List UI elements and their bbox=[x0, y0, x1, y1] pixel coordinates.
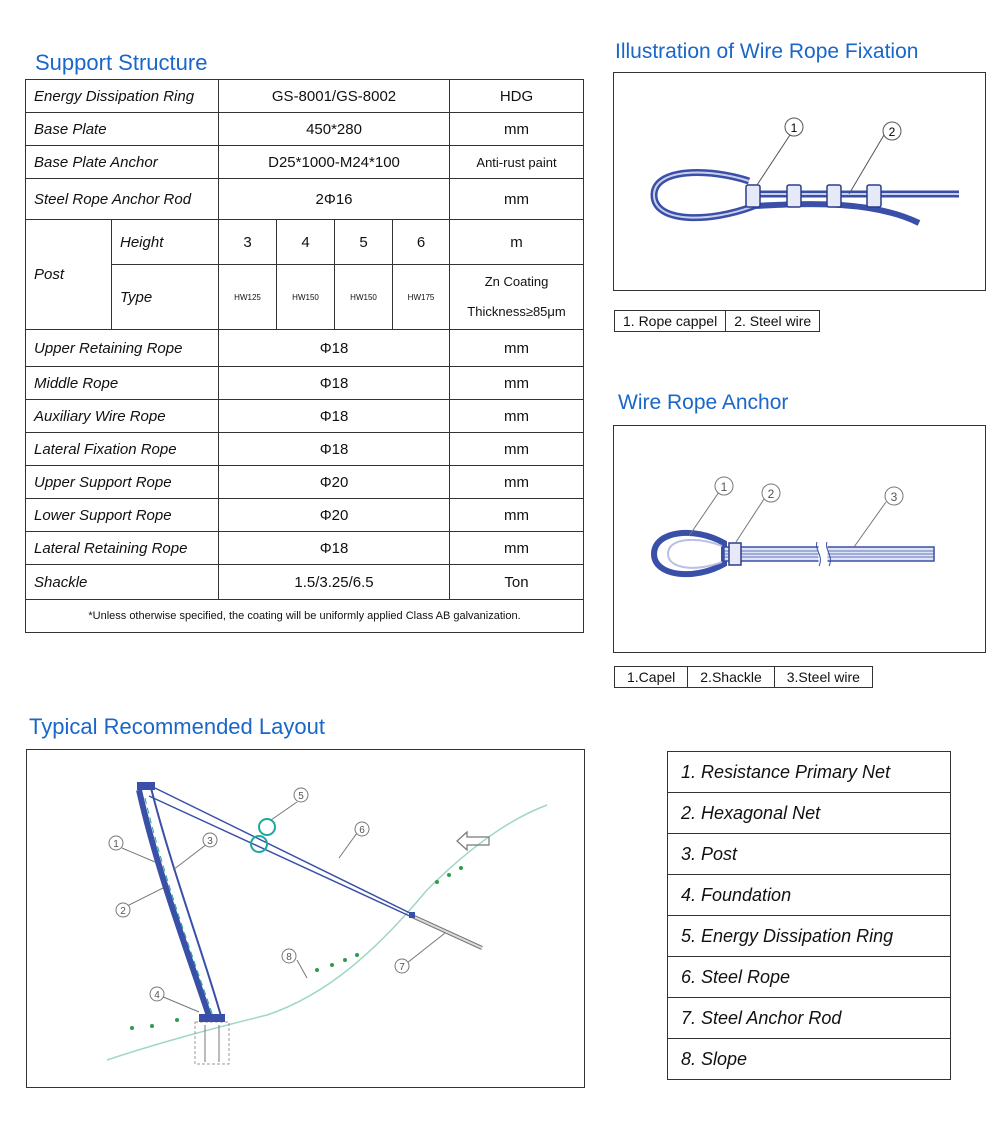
anchor-illustration bbox=[613, 425, 986, 653]
post-type: HW150 bbox=[277, 265, 335, 330]
leader-line bbox=[127, 888, 163, 906]
row-label: Base Plate Anchor bbox=[26, 146, 219, 179]
row-label: Upper Retaining Rope bbox=[26, 330, 219, 367]
clamp bbox=[867, 185, 881, 207]
post-height: 6 bbox=[393, 220, 450, 265]
leader-line bbox=[271, 802, 297, 820]
steel-rope-upper bbox=[155, 788, 414, 915]
table-row bbox=[26, 179, 584, 220]
height-unit: m bbox=[450, 220, 584, 265]
zn-coating: Zn Coating bbox=[484, 274, 549, 289]
leader-line bbox=[122, 848, 155, 862]
layout-drawing bbox=[27, 750, 584, 1087]
table-row bbox=[26, 532, 584, 565]
marker-label: 8 bbox=[286, 952, 292, 963]
slope-marker bbox=[130, 1026, 134, 1030]
post-height: 4 bbox=[277, 220, 335, 265]
marker-label: 4 bbox=[154, 990, 160, 1001]
marker-3-label: 3 bbox=[890, 490, 898, 504]
table-row bbox=[26, 220, 584, 265]
fixation-legend bbox=[614, 310, 820, 332]
leader-line bbox=[297, 960, 307, 978]
shackle bbox=[729, 543, 741, 565]
slope-line bbox=[107, 805, 547, 1060]
layout-heading: Typical Recommended Layout bbox=[29, 714, 325, 739]
row-unit: mm bbox=[450, 330, 584, 367]
leader-line bbox=[339, 833, 357, 858]
slope-marker bbox=[315, 968, 319, 972]
slope-marker bbox=[150, 1024, 154, 1028]
table-row bbox=[26, 433, 584, 466]
leader-line bbox=[854, 502, 886, 547]
row-label: Upper Support Rope bbox=[26, 466, 219, 499]
anchor-heading: Wire Rope Anchor bbox=[618, 391, 789, 414]
marker-1-label: 1 bbox=[790, 121, 798, 135]
leader-line bbox=[689, 492, 719, 536]
table-row bbox=[26, 330, 584, 367]
table-row bbox=[26, 499, 584, 532]
row-unit: Anti-rust paint bbox=[450, 146, 584, 179]
row-label: Lower Support Rope bbox=[26, 499, 219, 532]
steel-rope-lower bbox=[149, 796, 414, 918]
slope-marker bbox=[459, 866, 463, 870]
row-value: GS-8001/GS-8002 bbox=[219, 80, 450, 113]
row-label: Auxiliary Wire Rope bbox=[26, 400, 219, 433]
row-label: Shackle bbox=[26, 565, 219, 600]
slope-marker bbox=[435, 880, 439, 884]
legend-item: 4. Foundation bbox=[668, 875, 950, 916]
anchor-drawing bbox=[614, 426, 985, 652]
slope-marker bbox=[175, 1018, 179, 1022]
marker-label: 7 bbox=[399, 962, 405, 973]
marker-1-label: 1 bbox=[720, 480, 728, 494]
post-height: 5 bbox=[335, 220, 393, 265]
leader-line bbox=[161, 996, 199, 1012]
anchor-rod-highlight bbox=[412, 916, 482, 948]
legend-item: 3. Post bbox=[668, 834, 950, 875]
row-unit: mm bbox=[450, 367, 584, 400]
post-type: HW175 bbox=[393, 265, 450, 330]
fixation-illustration bbox=[613, 72, 986, 291]
row-value: 2Φ16 bbox=[219, 179, 450, 220]
row-unit: mm bbox=[450, 499, 584, 532]
row-value: Φ18 bbox=[219, 532, 450, 565]
table-row bbox=[26, 565, 584, 600]
slope-marker bbox=[343, 958, 347, 962]
hexagonal-net bbox=[145, 798, 213, 1016]
leader-line bbox=[407, 933, 445, 963]
marker-label: 5 bbox=[298, 791, 304, 802]
energy-dissipation-ring bbox=[259, 819, 275, 835]
coating-thickness: Thickness≥85μm bbox=[467, 304, 566, 319]
slope-markers bbox=[130, 866, 463, 1030]
marker-2-label: 2 bbox=[767, 487, 775, 501]
table-row bbox=[26, 600, 584, 633]
clamp bbox=[787, 185, 801, 207]
fixation-heading: Illustration of Wire Rope Fixation bbox=[615, 40, 919, 63]
marker-label: 6 bbox=[359, 825, 365, 836]
post-flange bbox=[151, 788, 221, 1016]
legend-item: 8. Slope bbox=[681, 1049, 748, 1069]
row-unit: mm bbox=[450, 466, 584, 499]
post-cap bbox=[137, 782, 155, 790]
row-label: Lateral Fixation Rope bbox=[26, 433, 219, 466]
marker-label: 2 bbox=[120, 906, 126, 917]
row-value: 450*280 bbox=[219, 113, 450, 146]
row-label: Steel Rope Anchor Rod bbox=[26, 179, 219, 220]
row-unit: mm bbox=[450, 113, 584, 146]
slope-marker bbox=[447, 873, 451, 877]
anchor-legend bbox=[614, 666, 873, 688]
slope-marker bbox=[355, 953, 359, 957]
layout-legend-table bbox=[667, 751, 951, 1080]
legend-item: 3.Steel wire bbox=[786, 669, 860, 685]
row-unit: mm bbox=[450, 179, 584, 220]
leader-line bbox=[736, 499, 764, 542]
row-value: Φ20 bbox=[219, 466, 450, 499]
layout-illustration bbox=[26, 749, 585, 1088]
clamp bbox=[827, 185, 841, 207]
row-unit: HDG bbox=[450, 80, 584, 113]
post-type: HW125 bbox=[219, 265, 277, 330]
capel-inner bbox=[668, 540, 722, 568]
marker-label: 3 bbox=[207, 836, 213, 847]
anchor-head bbox=[409, 912, 415, 918]
legend-item: 6. Steel Rope bbox=[668, 957, 950, 998]
post-height: 3 bbox=[219, 220, 277, 265]
legend-item: 2.Shackle bbox=[688, 667, 774, 687]
row-value: Φ18 bbox=[219, 400, 450, 433]
row-unit: Ton bbox=[450, 565, 584, 600]
row-unit: mm bbox=[450, 433, 584, 466]
type-label: Type bbox=[112, 265, 219, 330]
legend-item: 2. Hexagonal Net bbox=[668, 793, 950, 834]
table-row bbox=[26, 80, 584, 113]
legend-item: 1.Capel bbox=[615, 667, 688, 687]
legend-item: 2. Steel wire bbox=[734, 313, 812, 329]
legend-item: 1. Resistance Primary Net bbox=[668, 752, 950, 793]
coating-note: *Unless otherwise specified, the coating will be uniformly applied Class AB galvanization. bbox=[26, 600, 584, 633]
support-structure-heading: Support Structure bbox=[35, 50, 208, 75]
post-label: Post bbox=[26, 220, 112, 330]
table-row bbox=[26, 400, 584, 433]
row-value: 1.5/3.25/6.5 bbox=[219, 565, 450, 600]
row-value: D25*1000-M24*100 bbox=[219, 146, 450, 179]
type-unit bbox=[450, 265, 584, 330]
row-value: Φ18 bbox=[219, 367, 450, 400]
slope-marker bbox=[330, 963, 334, 967]
fixation-drawing bbox=[614, 73, 985, 290]
support-structure-table bbox=[25, 79, 584, 633]
legend-item: 5. Energy Dissipation Ring bbox=[668, 916, 950, 957]
row-unit: mm bbox=[450, 532, 584, 565]
row-label: Energy Dissipation Ring bbox=[26, 80, 219, 113]
row-value: Φ18 bbox=[219, 433, 450, 466]
row-label: Middle Rope bbox=[26, 367, 219, 400]
post bbox=[139, 790, 209, 1016]
row-label: Lateral Retaining Rope bbox=[26, 532, 219, 565]
table-row bbox=[26, 466, 584, 499]
table-row bbox=[26, 113, 584, 146]
row-unit: mm bbox=[450, 400, 584, 433]
post-type: HW150 bbox=[335, 265, 393, 330]
row-label: Base Plate bbox=[26, 113, 219, 146]
row-value: Φ18 bbox=[219, 330, 450, 367]
row-value: Φ20 bbox=[219, 499, 450, 532]
table-row bbox=[26, 146, 584, 179]
leader-line bbox=[173, 844, 207, 870]
height-label: Height bbox=[112, 220, 219, 265]
leader-line bbox=[757, 135, 790, 185]
legend-item: 1. Rope cappel bbox=[615, 311, 726, 331]
marker-2-label: 2 bbox=[888, 125, 896, 139]
foundation bbox=[195, 1022, 229, 1064]
table-row bbox=[26, 367, 584, 400]
marker-label: 1 bbox=[113, 839, 119, 850]
legend-item: 7. Steel Anchor Rod bbox=[668, 998, 950, 1039]
clamp bbox=[746, 185, 760, 207]
